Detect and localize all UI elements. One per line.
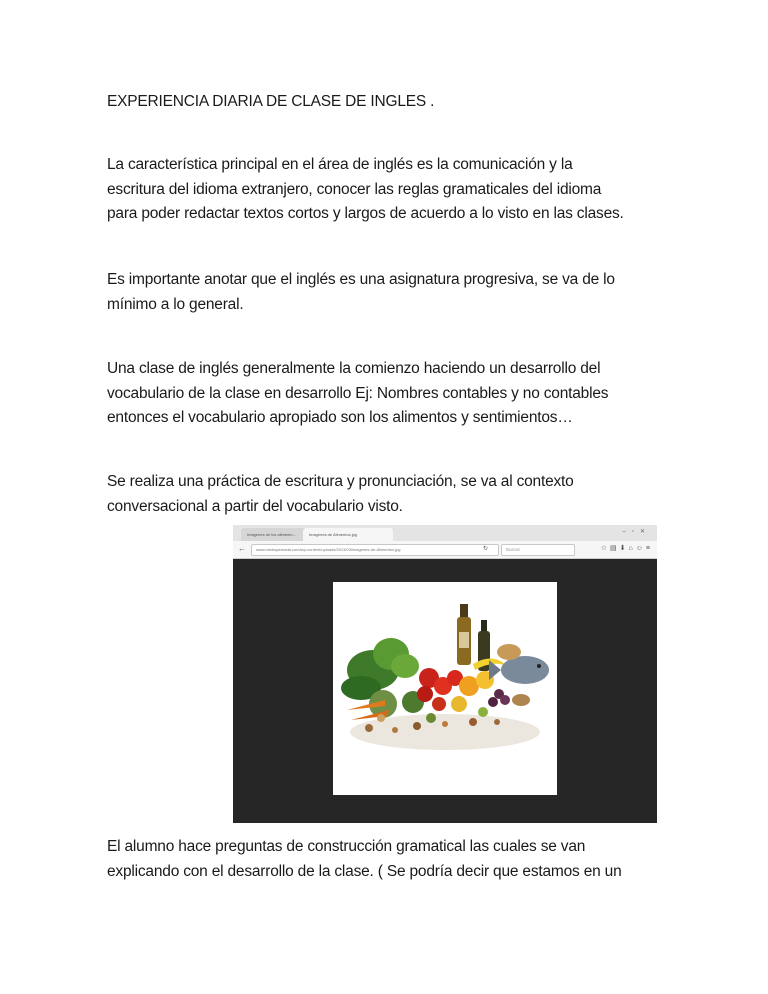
paragraph-4 [107,470,677,519]
text-line: para poder redactar textos cortos y largos de acuerdo a lo visto en las clases. [107,205,624,222]
browser-tab-bar [233,525,657,541]
browser-tab: Imágenes de los alimento... [241,528,313,541]
paragraph-3 [107,357,677,431]
text-line: Una clase de inglés generalmente la comienzo haciendo un desarrollo del [107,360,601,377]
embedded-browser-screenshot [233,525,657,823]
text-line: explicando con el desarrollo de la clase. ( Se podría decir que estamos en un [107,862,622,880]
paragraph-5 [107,835,677,884]
paragraph-2 [107,268,677,317]
browser-url-bar [233,541,657,559]
text-line: La característica principal en el área de inglés es la comunicación y la [107,156,573,173]
search-field: Buscar [501,544,575,556]
text-line: Es importante anotar que el inglés es una asignatura progresiva, se va de lo [107,271,615,288]
text-line: escritura del idioma extranjero, conocer las reglas gramaticales del idioma [107,180,602,198]
browser-tab-active: Imagenes de Alimentos.jpg [303,528,393,541]
text-line: Se realiza una práctica de escritura y pronunciación, se va al contexto [107,473,574,490]
text-line: vocabulario de la clase en desarrollo Ej: Nombres contables y no contables [107,384,609,402]
text-line: mínimo a lo general. [107,295,244,313]
address-field: www.mistrapemada.com/wp-content/uploads/2013/03/imagenes-de-Alimentos.jpg [251,544,499,556]
back-arrow-icon: ← [238,544,246,553]
title-text: EXPERIENCIA DIARIA DE CLASE DE INGLES . [107,93,435,110]
document-title [107,90,677,115]
toolbar-icons: ☆▤⬇⌂☺≡ [600,545,653,552]
text-line: conversacional a partir del vocabulario visto. [107,497,403,515]
paragraph-1 [107,153,677,227]
reload-icon: ↻ [483,546,489,552]
image-viewer [333,582,557,795]
food-still-life-image [333,582,557,795]
text-line: entonces el vocabulario apropiado son los alimentos y sentimientos… [107,409,573,426]
text-line: El alumno hace preguntas de construcción gramatical las cuales se van [107,838,586,855]
window-controls-icon: ‒▫✕ [622,529,651,535]
